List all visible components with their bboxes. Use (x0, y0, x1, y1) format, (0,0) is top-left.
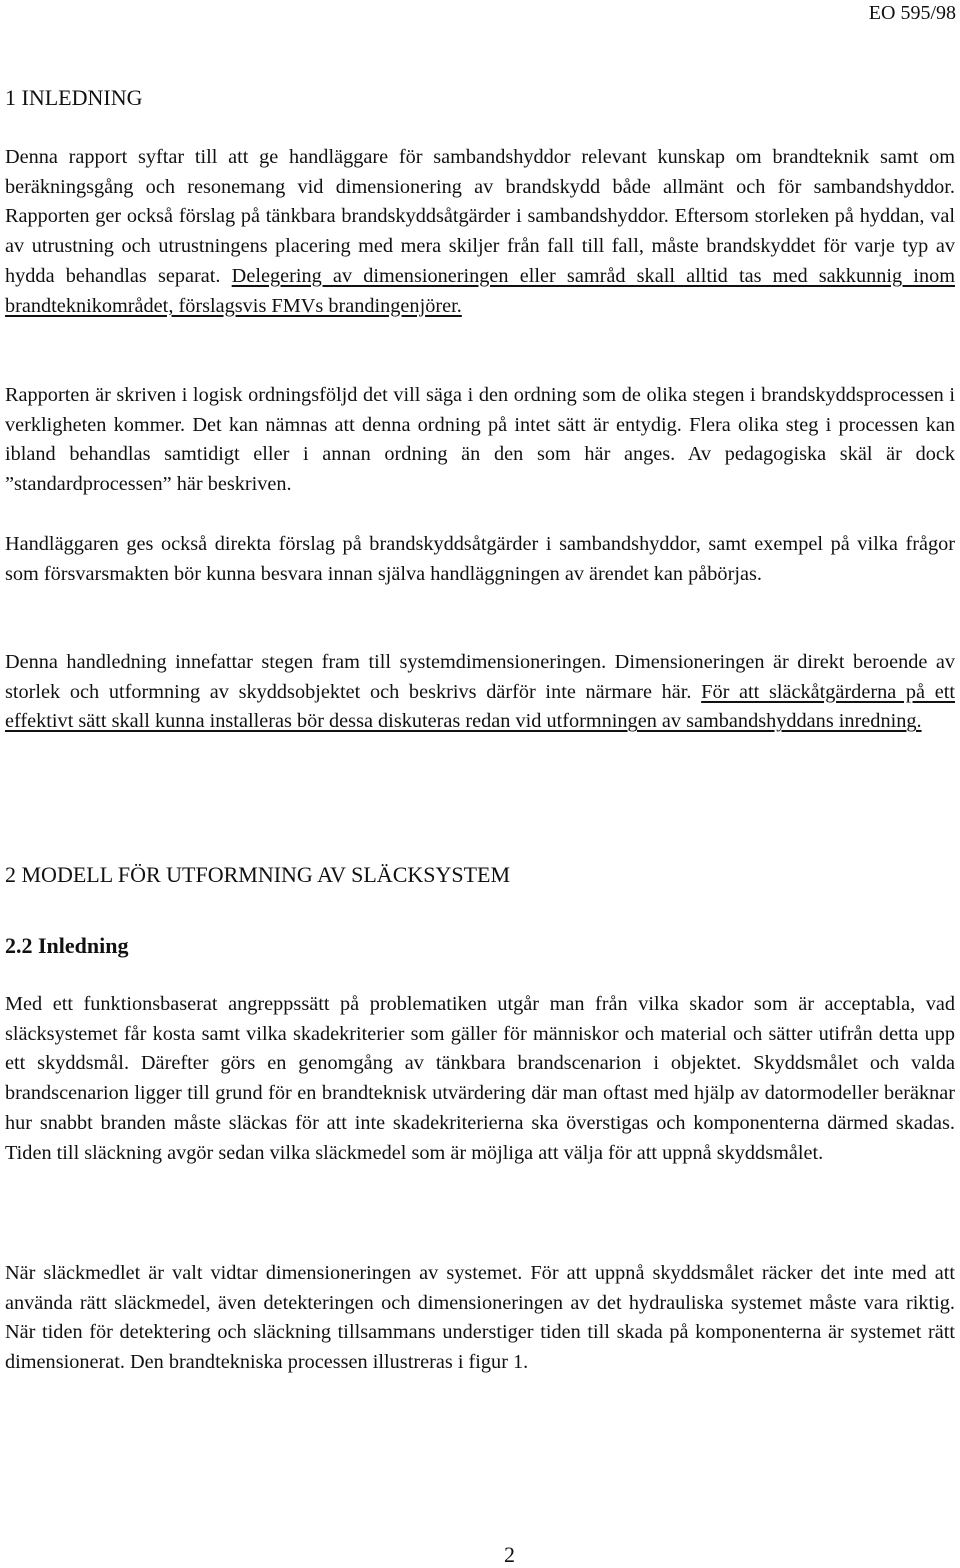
paragraph-text: Denna handledning innefattar stegen fram till systemdimensioneringen. Dimensioneringen är direkt beroende av storlek och utformning av skyddsobjektet och beskrivs därför inte närmare här. (5, 651, 955, 703)
page-number: 2 (504, 1542, 515, 1567)
section-2-2-heading: 2.2 Inledning (5, 933, 129, 958)
section-2-paragraph-2: När släckmedlet är valt vidtar dimensioneringen av systemet. För att uppnå skyddsmålet räcker det inte med att använda rätt släckmedel, även detekteringen och dimensioneringen av det hydrauliska systemet måste vara riktig. När tiden för detektering och släckning tillsammans understiger tiden till skada på komponenterna är systemet rätt dimensionerat. Den brandtekniska processen illustreras i figur 1. (5, 1262, 955, 1374)
section-1-paragraph-4 (5, 648, 955, 737)
section-1-paragraph-3: Handläggaren ges också direkta förslag på brandskyddsåtgärder i sambandshyddor, samt exempel på vilka frågor som försvarsmakten bör kunna besvara innan själva handläggningen av ärendet kan påbörjas. (5, 533, 955, 585)
section-2-heading: 2 MODELL FÖR UTFORMNING AV SLÄCKSYSTEM (5, 862, 511, 887)
paragraph-text: Denna rapport syftar till att ge handläggare för sambandshyddor relevant kunskap om brandteknik samt om beräkningsgång och resonemang vid dimensionering av brandskydd både allmänt och för sambandshyddor. Rapporten ger också förslag på tänkbara brandskyddsåtgärder i sambandshyddor. Eftersom storleken på hyddan, val av utrustning och utrustningens placering med mera skiljer från fall till fall, måste brandskyddet för varje typ av hydda behandlas separat. (5, 146, 955, 287)
section-2-paragraph-1: Med ett funktionsbaserat angreppssätt på problematiken utgår man från vilka skador som är acceptabla, vad släcksystemet får kosta samt vilka skadekriterier som gäller för människor och material och sätter utifrån detta upp ett skyddsmål. Därefter görs en genomgång av tänkbara brandscenarion i objektet. Skyddsmålet och valda brandscenarion ligger till grund för en brandteknisk utvärdering där man oftast med hjälp av datormodeller beräknar hur snabbt branden måste släckas för att inte skadekriterierna ska överstigas och komponenterna därmed skadas. Tiden till släckning avgör sedan vilka släckmedel som är möjliga att välja för att uppnå skyddsmålet. (5, 993, 955, 1164)
document-reference: EO 595/98 (868, 2, 956, 24)
section-1-paragraph-1 (5, 143, 955, 321)
section-1-paragraph-2: Rapporten är skriven i logisk ordningsföljd det vill säga i den ordning som de olika stegen i brandskyddsprocessen i verkligheten kommer. Det kan nämnas att denna ordning på intet sätt är entydig. Flera olika steg i processen kan ibland behandlas samtidigt eller i annan ordning än den som här anges. Av pedagogiska skäl är dock ”standardprocessen” här beskriven. (5, 384, 955, 496)
underlined-text: Delegering av dimensioneringen eller samråd skall alltid tas med sakkunnig inom brandteknikområdet, förslagsvis FMVs brandingenjörer. (5, 264, 955, 317)
underlined-text: För att släckåtgärderna på ett effektivt sätt skall kunna installeras bör dessa diskuteras redan vid utformningen av sambandshyddans inredning. (5, 680, 955, 733)
section-1-heading: 1 INLEDNING (5, 85, 143, 110)
